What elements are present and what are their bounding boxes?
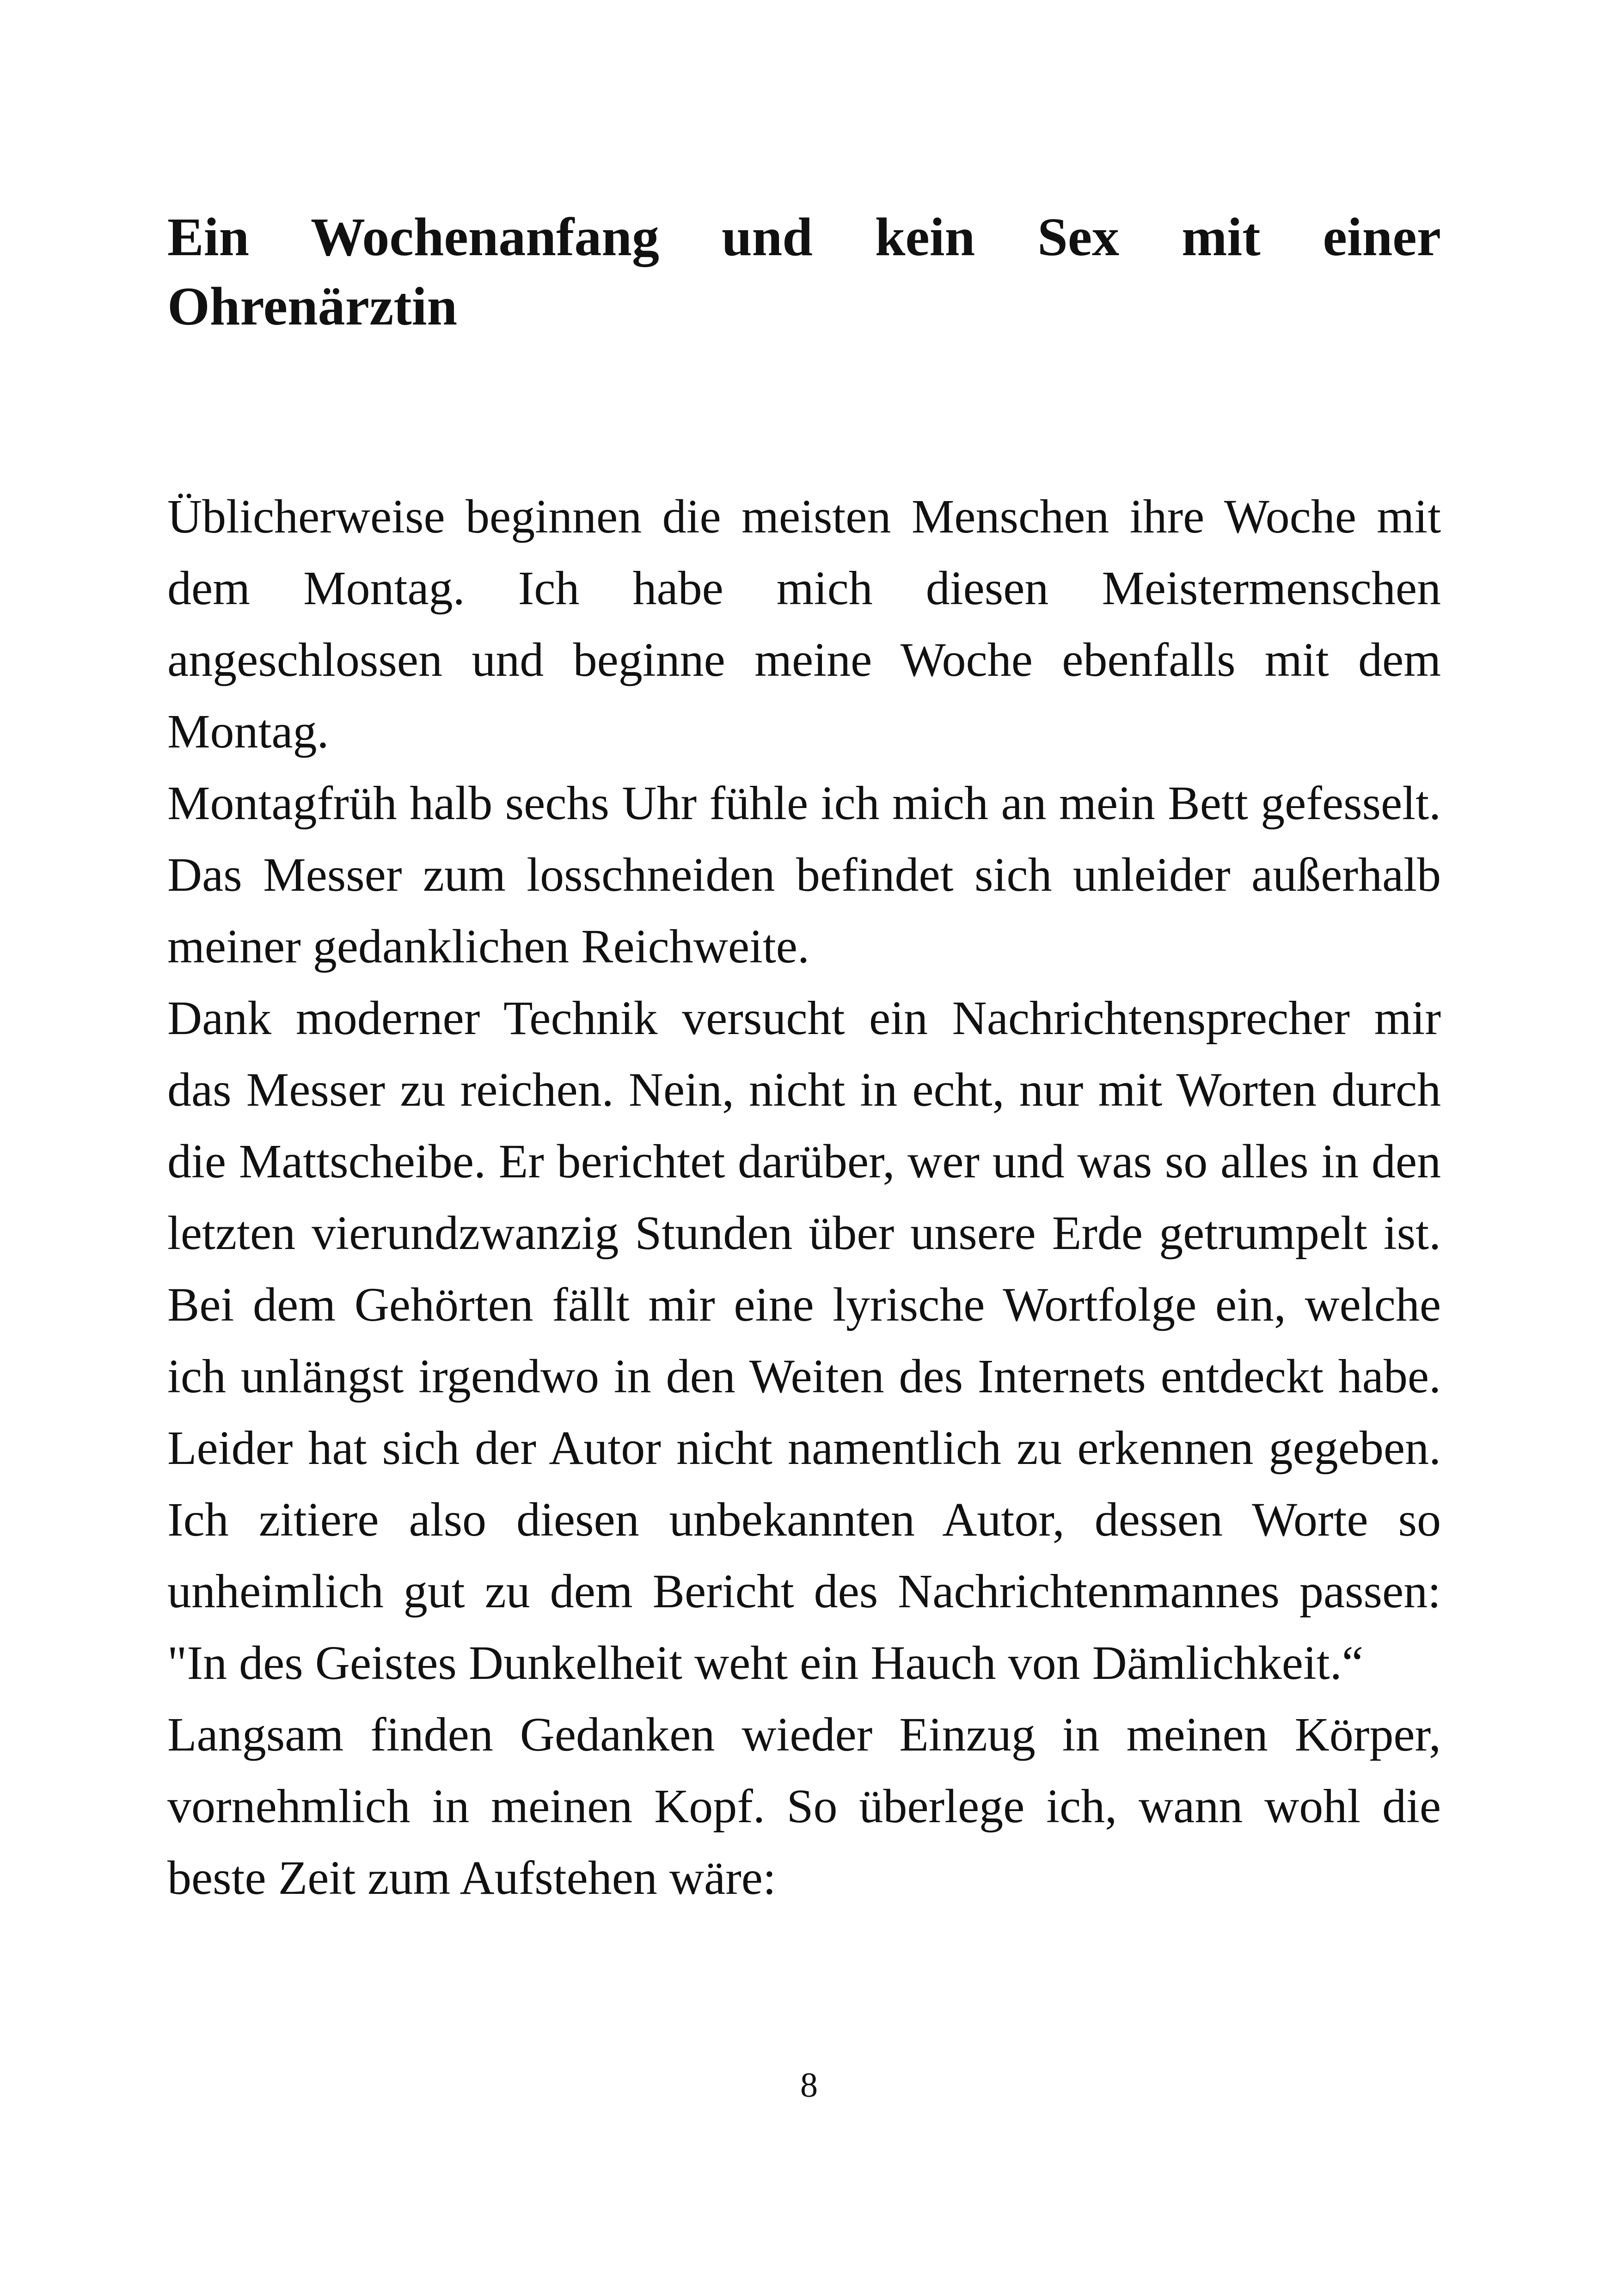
body-text (167, 481, 1441, 1914)
paragraph: Dank moderner Technik versucht ein Nachrichtensprecher mir das Messer zu reichen. Nein, nicht in echt, nur mit Worten durch die Mattscheibe. Er berichtet darüber, wer und was so alles in den letzten vierundzwanzig Stunden über unsere Erde getrumpelt ist. Bei dem Gehörten fällt mir eine lyrische Wortfolge ein, welche ich unlängst irgendwo in den Weiten des Internets entdeckt habe. Leider hat sich der Autor nicht namentlich zu erkennen gegeben. Ich zitiere also diesen unbekannten Autor, dessen Worte so unheimlich gut zu dem Bericht des Nachrichtenmannes passen: "In des Geistes Dunkelheit weht ein Hauch von Dämlichkeit.“ (167, 992, 1441, 1690)
paragraph: Montagfrüh halb sechs Uhr fühle ich mich an mein Bett gefesselt. Das Messer zum losschneiden befindet sich unleider außerhalb meiner gedanklichen Reichweite. (167, 777, 1441, 973)
text-block (167, 202, 1441, 1914)
paragraph: Üblicherweise beginnen die meisten Menschen ihre Woche mit dem Montag. Ich habe mich diesen Meistermenschen angeschlossen und beginne meine Woche ebenfalls mit dem Montag. (167, 490, 1441, 758)
chapter-title: Ein Wochenanfang und kein Sex mit einer Ohrenärztin (167, 207, 1441, 337)
page-number: 8 (800, 2066, 818, 2105)
paragraph: Langsam finden Gedanken wieder Einzug in meinen Körper, vornehmlich in meinen Kopf. So überlege ich, wann wohl die beste Zeit zum Aufstehen wäre: (167, 1708, 1441, 1904)
